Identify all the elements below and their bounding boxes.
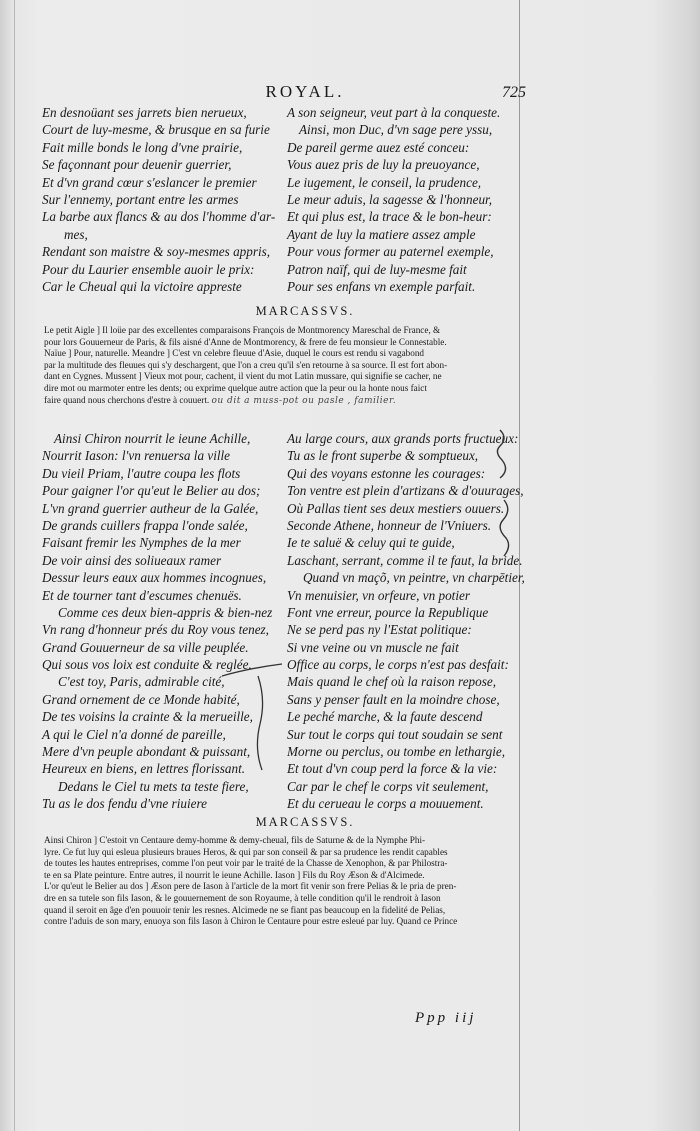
note-line: de toutes les hautes entreprises, comme l'on peut voir par le traité de la Chasse de Xenophon, & par Philostra- (44, 858, 448, 869)
pen-bracket-mark (497, 430, 505, 478)
note-line: Naïue ] Pour, naturelle. Meandre ] C'est vn celebre fleuue d'Asie, duquel le cours est rendu si vagabond (44, 348, 425, 359)
verse-line: Si vne veine ou vn muscle ne fait (287, 639, 459, 655)
verse-line: L'vn grand guerrier autheur de la Galée, (42, 500, 259, 516)
verse-line: Ie te saluë & celuy qui te guide, (287, 535, 455, 551)
verse-line: Faisant fremir les Nymphes de la mer (42, 535, 241, 551)
running-title: ROYAL. (265, 82, 345, 101)
verse-line: Comme ces deux bien-appris & bien-nez (58, 604, 273, 620)
verse-line: Se façonnant pour deuenir guerrier, (42, 157, 232, 173)
verse-line: Morne ou perclus, ou tombe en lethargie, (287, 744, 506, 760)
verse-line: Fait mille bonds le long d'vne prairie, (42, 139, 243, 155)
verse-line: Nourrit Iason: l'vn renuersa la ville (42, 448, 231, 464)
verse-line: mes, (64, 226, 88, 242)
verse-line: Le peché marche, & la faute descend (287, 709, 483, 725)
verse-line: La barbe aux flancs & au dos l'homme d'ar- (42, 209, 276, 225)
signature-mark: Ppp iij (415, 1010, 477, 1026)
note-line: dire mot ou marmoter entre les dents; ou exprime quelque autre action que la peur ou la honte nous faict (44, 382, 427, 393)
verse-line: Car le Cheual qui la victoire appreste (42, 278, 242, 294)
note-line: Le petit Aigle ] Il loüe par des excellentes comparaisons François de Montmorency Mareschal de France, & (44, 325, 441, 335)
verse-line: Qui sous vos loix est conduite & reglée. (42, 657, 252, 673)
note-line: Ainsi Chiron ] C'estoit vn Centaure demy-homme & demy-cheual, fils de Saturne & de la Nymphe Phi- (44, 835, 426, 845)
verse-line: Car par le chef le corps vit seulement, (287, 778, 489, 794)
verse-line: Vn rang d'honneur prés du Roy vous tenez, (42, 622, 269, 638)
note-line: contre l'aduis de son mary, enuoya son fils Iason à Chiron le Centaure pour estre esleué par luy. Quand ce Prince (44, 916, 458, 927)
verse-line: Vn menuisier, vn orfeure, vn potier (287, 587, 471, 603)
verse-line: Font vne erreur, pource la Republique (287, 604, 489, 620)
verse-line: Dessur leurs eaux aux hommes incognues, (42, 570, 267, 586)
verse-line: Ainsi Chiron nourrit le ieune Achille, (54, 431, 251, 446)
verse-line: De voir ainsi des soliueaux ramer (42, 552, 222, 568)
pen-bracket-mark (500, 500, 508, 556)
verse-line: Pour du Laurier ensemble auoir le prix: (42, 261, 255, 277)
verse-line: Grand ornement de ce Monde habité, (42, 691, 240, 707)
verse-line: Pour vous former au paternel exemple, (287, 244, 494, 260)
note-line: dre en sa tutele son fils Iason, & le gouuernement de son Royaume, à telle condition qu'il le rendroit à Iason (44, 892, 441, 903)
verse-line: De grands cuillers frappa l'onde salée, (42, 517, 248, 533)
verse-line: Sur tout le corps qui tout soudain se sent (287, 726, 503, 742)
verse-line: Ton ventre est plein d'artizans & d'ouurages, (287, 483, 524, 499)
verse-line: Et qui plus est, la trace & le bon-heur: (287, 209, 492, 225)
note-line: pour lors Gouuerneur de Paris, & fils aisné d'Anne de Montmorency, & frere de feu monsieur le Connestable. (44, 336, 447, 347)
verse-line: Tu as le front superbe & somptueux, (287, 448, 479, 464)
verse-line: Et du cerueau le corps a mouuement. (287, 796, 484, 812)
verse-line: Le iugement, le conseil, la prudence, (287, 174, 482, 190)
verse-line: Laschant, serrant, comme il te faut, la bride. (287, 552, 523, 568)
note-line: lyre. Ce fut luy qui esleua plusieurs braues Heros, & qui par son conseil & par sa prudence les rendit capables (44, 846, 448, 857)
verse-line: Où Pallas tient ses deux mestiers ouuers. (287, 500, 505, 516)
note-line: quand il seroit en âge d'en pouuoir tenir les resnes. Alcimede ne se fiant pas beaucoup en la fidelité de Pelias, (44, 904, 446, 915)
verse-line: Ne se perd pas ny l'Estat politique: (287, 622, 472, 638)
verse-line: De pareil germe auez esté conceu: (287, 139, 470, 155)
handwritten-annotation: ou dit a muss-pot ou pasle , familier. (211, 395, 397, 406)
verse-line: Office au corps, le corps n'est pas desfait: (287, 657, 509, 673)
verse-line: Et d'vn grand cœur s'eslancer le premier (42, 174, 257, 190)
verse-line: Le meur aduis, la sagesse & l'honneur, (287, 191, 493, 207)
verse-line: Du vieil Priam, l'autre coupa les flots (42, 465, 241, 481)
verse-line: Court de luy-mesme, & brusque en sa furie (42, 122, 270, 138)
verse-line: Vous auez pris de luy la preuoyance, (287, 157, 480, 173)
verse-line: Tu as le dos fendu d'vne riuiere (42, 796, 207, 812)
verse-line: Pour ses enfans vn exemple parfait. (287, 278, 476, 294)
verse-line: Sans y penser fault en la moindre chose, (287, 691, 500, 707)
section-title-2: MARCASSVS. (255, 815, 355, 829)
note-line: par la multitude des fleuues qui s'y deschargent, que l'on a creu qu'il s'en retourne à sa source. Il est fort abon- (44, 359, 448, 370)
verse-line: A son seigneur, veut part à la conqueste. (287, 105, 501, 120)
verse-line: Et tout d'vn coup perd la force & la vie: (287, 761, 498, 777)
verse-line: Pour gaigner l'or qu'eut le Belier au dos; (42, 483, 261, 499)
note-text: faire quand nous cherchons d'estre à couuert. (44, 394, 210, 405)
verse-line: Mais quand le chef où la raison repose, (287, 674, 497, 690)
verse-line: Au large cours, aux grands ports fructueux: (287, 431, 519, 446)
verse-line: En desnoüant ses jarrets bien nerueux, (42, 105, 247, 120)
verse-line: Patron naïf, qui de luy-mesme fait (287, 261, 467, 277)
verse-line: Mere d'vn peuple abondant & puissant, (42, 744, 251, 760)
page-number: 725 (502, 84, 526, 101)
note-line: te en sa Plate peinture. Entre autres, il nourrit le ieune Achille. Iason ] Fils du Roy Æson & d'Alcimede. (44, 869, 425, 880)
pen-bracket-mark (257, 676, 262, 770)
note-line: L'or qu'eut le Belier au dos ] Æson pere de Iason à l'article de la mort fit venir son frere Pelias & le pria de pren- (44, 881, 457, 892)
note-line: dant en Cygnes. Mussent ] Vieux mot pour, cachent, il vient du mot Latin mussare, qui signifie se cacher, ne (44, 371, 442, 382)
pen-underline-mark (222, 664, 282, 676)
verse-line: Seconde Athene, honneur de l'Vniuers. (287, 517, 492, 533)
verse-line: Rendant son maistre & soy-mesmes appris, (42, 244, 271, 260)
verse-line: Ayant de luy la matiere assez ample (287, 226, 476, 242)
verse-line: Dedans le Ciel tu mets ta teste fiere, (58, 778, 249, 794)
verse-line: Et de tourner tant d'escumes chenuës. (42, 587, 242, 603)
section-title-1: MARCASSVS. (255, 304, 355, 318)
verse-line: Grand Gouuerneur de sa ville peuplée. (42, 639, 249, 655)
verse-line: De tes voisins la crainte & la merueille, (42, 709, 253, 725)
verse-line: A qui le Ciel n'a donné de pareille, (42, 726, 226, 742)
verse-line: Qui des voyans estonne les courages: (287, 465, 486, 481)
verse-line: Ainsi, mon Duc, d'vn sage pere yssu, (299, 122, 493, 138)
verse-line: C'est toy, Paris, admirable cité, (58, 674, 225, 690)
verse-line: Sur l'ennemy, portant entre les armes (42, 191, 239, 207)
verse-line: Heureux en biens, en lettres florissant. (42, 761, 246, 777)
verse-line: Quand vn maçõ, vn peintre, vn charpētier, (303, 570, 525, 586)
